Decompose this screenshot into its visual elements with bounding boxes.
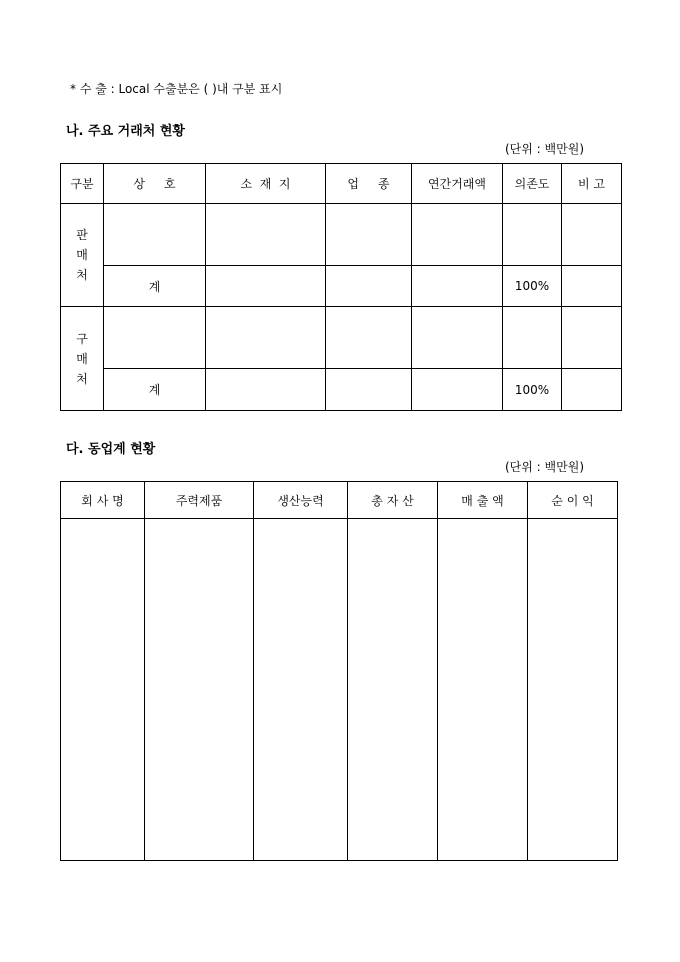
cell[interactable] [206, 266, 326, 307]
table-header-row [61, 164, 622, 204]
group-label-purchase: 구 매 처 [61, 307, 104, 411]
subtotal-label: 계 [104, 369, 206, 411]
cell[interactable] [348, 519, 438, 861]
cell[interactable] [61, 519, 145, 861]
unit-label: (단위 : 백만원) [505, 460, 584, 474]
export-note: * 수 출 : Local 수출분은 ( )내 구분 표시 [70, 82, 283, 96]
header-cell: 업 종 [326, 164, 412, 204]
header-cell: 연간거래액 [412, 164, 503, 204]
cell[interactable] [528, 519, 618, 861]
cell[interactable] [104, 307, 206, 369]
header-cell: 총 자 산 [348, 482, 438, 519]
table-row [61, 307, 622, 369]
subtotal-row [61, 369, 622, 411]
table-header-row [61, 482, 618, 519]
cell[interactable] [562, 266, 622, 307]
section-title-industry: 다. 동업계 현황 [66, 442, 156, 457]
cell[interactable] [562, 307, 622, 369]
cell[interactable] [206, 369, 326, 411]
cell[interactable] [145, 519, 254, 861]
header-cell: 의존도 [503, 164, 562, 204]
cell[interactable] [206, 204, 326, 266]
header-cell: 구분 [61, 164, 104, 204]
cell[interactable] [412, 307, 503, 369]
section-title-major-partners: 나. 주요 거래처 현황 [66, 124, 185, 139]
header-cell: 주력제품 [145, 482, 254, 519]
header-cell: 비 고 [562, 164, 622, 204]
header-cell: 매 출 액 [438, 482, 528, 519]
cell[interactable] [104, 204, 206, 266]
cell[interactable] [326, 369, 412, 411]
header-cell: 회 사 명 [61, 482, 145, 519]
industry-table [60, 481, 618, 861]
cell[interactable] [412, 369, 503, 411]
share-value: 100% [503, 266, 562, 307]
header-cell: 상 호 [104, 164, 206, 204]
subtotal-label: 계 [104, 266, 206, 307]
table-row [61, 519, 618, 861]
cell[interactable] [206, 307, 326, 369]
cell[interactable] [503, 307, 562, 369]
unit-label: (단위 : 백만원) [505, 142, 584, 156]
cell[interactable] [562, 204, 622, 266]
cell[interactable] [326, 204, 412, 266]
subtotal-row [61, 266, 622, 307]
cell[interactable] [254, 519, 348, 861]
header-cell: 순 이 익 [528, 482, 618, 519]
header-cell: 생산능력 [254, 482, 348, 519]
cell[interactable] [438, 519, 528, 861]
cell[interactable] [326, 307, 412, 369]
header-cell: 소 재 지 [206, 164, 326, 204]
cell[interactable] [562, 369, 622, 411]
table-row [61, 204, 622, 266]
cell[interactable] [412, 204, 503, 266]
cell[interactable] [412, 266, 503, 307]
cell[interactable] [326, 266, 412, 307]
cell[interactable] [503, 204, 562, 266]
major-partners-table [60, 163, 622, 411]
group-label-sales: 판 매 처 [61, 204, 104, 307]
share-value: 100% [503, 369, 562, 411]
